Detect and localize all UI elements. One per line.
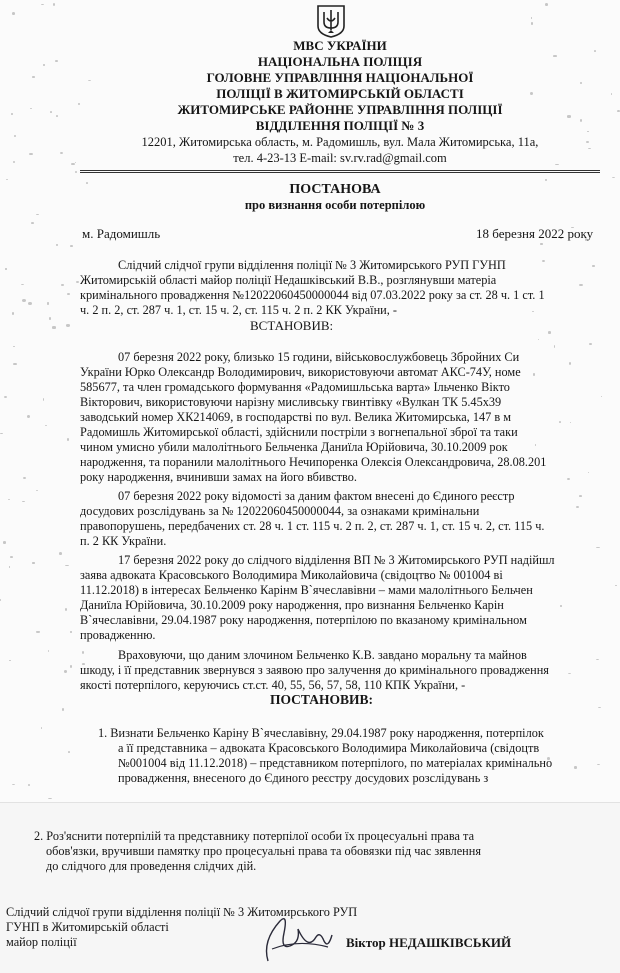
scan-speck bbox=[48, 798, 52, 799]
scan-speck bbox=[0, 599, 1, 601]
scan-speck bbox=[62, 708, 64, 711]
scan-speck bbox=[45, 425, 48, 426]
scan-speck bbox=[70, 245, 73, 247]
scan-speck bbox=[13, 363, 17, 366]
body-line: Слідчий слідчої групи відділення поліції № 3 Житомирського РУП ГУНП bbox=[118, 258, 506, 272]
scan-speck bbox=[567, 478, 570, 481]
body-line: України Юрко Олександр Володимирович, використовуючи автомат АКС-74У, номе bbox=[80, 365, 521, 379]
body-line: Радомишль Житомирської області, здійснили постріли з вогнепальної зброї та таки bbox=[80, 425, 518, 439]
scan-speck bbox=[29, 153, 33, 155]
scan-speck bbox=[53, 3, 55, 6]
scan-speck bbox=[36, 490, 38, 491]
scan-speck bbox=[580, 82, 581, 84]
scan-speck bbox=[569, 362, 572, 365]
scan-speck bbox=[41, 727, 42, 729]
scan-speck bbox=[48, 650, 49, 652]
scan-speck bbox=[12, 784, 15, 785]
scan-speck bbox=[617, 110, 619, 112]
scan-speck bbox=[9, 566, 11, 568]
scan-speck bbox=[598, 707, 601, 708]
section-heading-resolved: ПОСТАНОВИВ: bbox=[270, 692, 374, 707]
scan-speck bbox=[32, 562, 34, 563]
scan-speck bbox=[59, 552, 62, 555]
scan-speck bbox=[589, 343, 592, 345]
scan-speck bbox=[3, 541, 6, 543]
scan-speck bbox=[538, 339, 539, 340]
scan-speck bbox=[61, 284, 64, 286]
scan-speck bbox=[14, 135, 16, 137]
scan-speck bbox=[596, 659, 599, 660]
body-line: провадження, внесеного до Єдиного реєстру досудових розслідувань з bbox=[118, 771, 489, 785]
scan-speck bbox=[50, 111, 52, 113]
scan-speck bbox=[82, 651, 84, 654]
scan-speck bbox=[41, 4, 44, 5]
body-line: 07 березня 2022 року, близько 15 години, військовослужбовець Збройних Си bbox=[118, 350, 520, 364]
scan-speck bbox=[65, 608, 67, 611]
handwritten-signature bbox=[258, 911, 336, 969]
org-line-ministry: МВС УКРАЇНИ bbox=[293, 38, 387, 53]
scan-speck bbox=[66, 324, 70, 326]
scan-speck bbox=[554, 345, 555, 348]
org-line-department: ВІДДІЛЕННЯ ПОЛІЦІЇ № 3 bbox=[255, 118, 425, 133]
body-line: чином умисно убили малолітнього Бельченка Даниїла Юрійовича, 30.10.2009 рок bbox=[80, 440, 508, 454]
scan-speck bbox=[5, 268, 7, 269]
scan-speck bbox=[545, 179, 548, 181]
scan-speck bbox=[579, 495, 582, 497]
scan-speck bbox=[580, 119, 582, 122]
scan-speck bbox=[52, 326, 56, 328]
scan-speck bbox=[36, 214, 38, 215]
scan-speck bbox=[0, 433, 3, 435]
scan-speck bbox=[9, 660, 11, 661]
body-line: Вікторович, використовуючи нарізну мисливську гвинтівку «Вулкан ТК 5.45х39 bbox=[80, 395, 502, 409]
scan-speck bbox=[8, 499, 10, 500]
document-date: 18 березня 2022 року bbox=[476, 226, 594, 241]
body-line: В`ячеславівни, 29.04.1987 року народження, потерпілою по вказаному кримінальном bbox=[80, 613, 527, 627]
org-line-district: ЖИТОМИРСЬКЕ РАЙОННЕ УПРАВЛІННЯ ПОЛІЦІЇ bbox=[177, 102, 503, 117]
body-line: народження, та поранили малолітнього Нечипоренка Олексія Олександровича, 28.08.201 bbox=[80, 455, 547, 469]
body-line: до слідчого для проведення слідчих дій. bbox=[46, 859, 257, 873]
scan-speck bbox=[587, 131, 589, 133]
scan-speck bbox=[12, 12, 15, 15]
scan-speck bbox=[531, 22, 533, 24]
scan-speck bbox=[597, 764, 600, 765]
scan-speck bbox=[596, 547, 600, 548]
body-line: Даниїла Юрійовича, 30.10.2009 року народження, про визнання Бельченко Карін bbox=[80, 598, 504, 612]
body-line: правопорушень, передбачених ст. 28 ч. 1 ст. 115 ч. 2 п. 2, ст. 287 ч. 1, ст. 15 ч. 2, ст. 115 ч. bbox=[80, 519, 545, 533]
scan-speck bbox=[55, 60, 58, 62]
scan-speck bbox=[12, 312, 15, 315]
scan-speck bbox=[75, 162, 76, 163]
scan-speck bbox=[56, 244, 58, 245]
scan-speck bbox=[532, 311, 534, 312]
scan-speck bbox=[49, 317, 50, 320]
place: м. Радомишль bbox=[82, 226, 161, 241]
scan-speck bbox=[47, 302, 48, 305]
scan-speck bbox=[535, 444, 536, 446]
scan-speck bbox=[64, 670, 67, 673]
resolution-item-1: 1. Визнати Бельченко Каріну В`ячеславівну, 29.04.1987 року народження, потерпілок bbox=[98, 726, 544, 740]
body-line: п. 2 КК України. bbox=[80, 534, 167, 548]
body-line: 11.12.2018) в інтересах Бельченко Карінм В`ячеславівни – мами малолітнього Бельчен bbox=[80, 583, 533, 597]
scan-speck bbox=[548, 331, 551, 333]
body-line: ч. 2 п. 2, ст. 287 ч. 1, ст. 15 ч. 2, ст. 115 ч. 2 п. 2 КК України, - bbox=[80, 303, 397, 317]
body-line: №001004 від 11.12.2018) – представником потерпілого, по матеріалах кримінально bbox=[118, 756, 553, 770]
body-line: Житомирській області майор поліції Недашківський В.В., розглянувши матеріа bbox=[80, 273, 497, 287]
body-line: року народження, вчинивши замах на його вбивство. bbox=[80, 470, 357, 484]
scan-speck bbox=[78, 103, 80, 105]
scan-speck bbox=[36, 631, 40, 632]
body-line: шкоду, і її представник звернувся з заявою про залучення до кримінального провадження bbox=[80, 663, 549, 677]
header-divider bbox=[80, 170, 600, 173]
scan-speck bbox=[542, 260, 545, 263]
scan-speck bbox=[594, 50, 596, 52]
scan-speck bbox=[32, 76, 36, 77]
trident-emblem-icon bbox=[316, 4, 346, 38]
signatory-name: Віктор НЕДАШКІВСЬКИЙ bbox=[346, 935, 512, 950]
org-line-main-dept: ГОЛОВНЕ УПРАВЛІННЯ НАЦІОНАЛЬНОЇ bbox=[206, 70, 474, 85]
scan-speck bbox=[579, 284, 582, 287]
scan-speck bbox=[13, 346, 15, 347]
scan-speck bbox=[43, 64, 44, 66]
scan-speck bbox=[60, 152, 63, 154]
body-line: якості потерпілого, керуючись ст.ст. 40, 55, 56, 57, 58, 110 КПК України, - bbox=[80, 678, 466, 692]
scan-speck bbox=[586, 141, 590, 143]
scan-speck bbox=[30, 108, 32, 109]
scan-speck bbox=[27, 415, 30, 418]
scan-speck bbox=[43, 398, 44, 401]
scan-speck bbox=[533, 373, 535, 375]
contacts-line: тел. 4-23-13 E-mail: sv.rv.rad@gmail.com bbox=[233, 151, 447, 165]
scan-speck bbox=[588, 472, 589, 473]
scan-speck bbox=[588, 148, 591, 149]
scan-speck bbox=[76, 281, 79, 283]
scan-speck bbox=[6, 179, 8, 180]
scan-speck bbox=[612, 177, 615, 178]
scan-speck bbox=[611, 93, 613, 96]
signatory-position: Слідчий слідчої групи відділення поліції № 3 Житомирського РУП bbox=[6, 905, 358, 919]
scan-speck bbox=[531, 17, 533, 19]
address-line: 12201, Житомирська область, м. Радомишль, вул. Мала Житомирська, 11а, bbox=[141, 135, 539, 149]
resolution-item-2: 2. Роз'яснити потерпілій та представнику потерпілої особи їх процесуальні права та bbox=[34, 829, 475, 843]
scan-speck bbox=[560, 605, 561, 607]
body-line: обов'язки, вручивши памятку про процесуальні права та обовязки під час зявлення bbox=[46, 844, 481, 858]
scan-speck bbox=[10, 556, 13, 558]
body-line: заводський номер ХК214069, в господарстві по вул. Велика Житомирська, 147 в м bbox=[80, 410, 511, 424]
scan-speck bbox=[86, 182, 88, 184]
body-line: 07 березня 2022 року відомості за даним фактом внесені до Єдиного реєстр bbox=[118, 489, 515, 503]
scan-speck bbox=[22, 501, 25, 502]
body-line: провадженню. bbox=[80, 628, 156, 642]
document-subtitle: про визнання особи потерпілою bbox=[244, 198, 426, 212]
scan-speck bbox=[13, 161, 15, 163]
body-line: заява адвоката Красовського Володимира Миколайовича (свідоцтво № 001004 ві bbox=[80, 568, 503, 582]
scan-speck bbox=[592, 265, 595, 266]
scan-speck bbox=[23, 477, 26, 479]
scan-speck bbox=[68, 751, 71, 753]
scan-speck bbox=[4, 396, 7, 398]
scan-speck bbox=[56, 115, 58, 117]
scan-speck bbox=[65, 565, 69, 567]
scan-speck bbox=[31, 222, 34, 224]
scan-speck bbox=[570, 422, 572, 423]
scan-speck bbox=[559, 421, 561, 423]
document-title: ПОСТАНОВА bbox=[289, 182, 381, 197]
scan-speck bbox=[576, 506, 579, 508]
second-sheet bbox=[0, 802, 620, 973]
scan-speck bbox=[545, 3, 549, 6]
scan-speck bbox=[88, 80, 91, 81]
scan-speck bbox=[11, 113, 13, 115]
scan-speck bbox=[67, 438, 70, 441]
body-line: досудових розслідувань за № 12022060450000044, за ознаками кримінальни bbox=[80, 504, 480, 518]
scan-speck bbox=[28, 784, 30, 786]
scan-speck bbox=[70, 665, 72, 667]
scan-speck bbox=[75, 171, 77, 173]
scan-speck bbox=[67, 293, 71, 295]
body-line: 17 березня 2022 року до слідчого відділення ВП № 3 Житомирського РУП надійшл bbox=[118, 553, 555, 567]
body-line: Враховуючи, що даним злочином Бельченко К.В. завдано моральну та майнов bbox=[118, 648, 527, 662]
body-line: а її представника – адвоката Красовського Володимира Миколайовича (свідоцтв bbox=[118, 741, 540, 755]
scan-speck bbox=[70, 631, 71, 633]
scan-speck bbox=[574, 766, 576, 768]
scan-speck bbox=[22, 299, 26, 302]
scan-speck bbox=[615, 585, 617, 587]
org-line-police: НАЦІОНАЛЬНА ПОЛІЦІЯ bbox=[257, 54, 423, 69]
scan-speck bbox=[568, 673, 571, 674]
scan-speck bbox=[601, 396, 602, 397]
scan-speck bbox=[71, 163, 74, 165]
signatory-unit: ГУНП в Житомирській області bbox=[6, 920, 169, 934]
scan-speck bbox=[21, 284, 24, 285]
body-line: 585677, та член громадського формування «Радомишльська варта» Ільченко Вікто bbox=[80, 380, 510, 394]
scan-speck bbox=[540, 243, 542, 244]
section-heading-established: ВСТАНОВИВ: bbox=[250, 318, 334, 333]
org-line-region: ПОЛІЦІЇ В ЖИТОМИРСЬКІЙ ОБЛАСТІ bbox=[216, 86, 464, 101]
signatory-rank: майор поліції bbox=[6, 935, 77, 949]
scan-speck bbox=[28, 302, 31, 305]
body-line: кримінального провадження №12022060450000044 від 07.03.2022 року за ст. 28 ч. 1 ст. 1 bbox=[80, 288, 545, 302]
